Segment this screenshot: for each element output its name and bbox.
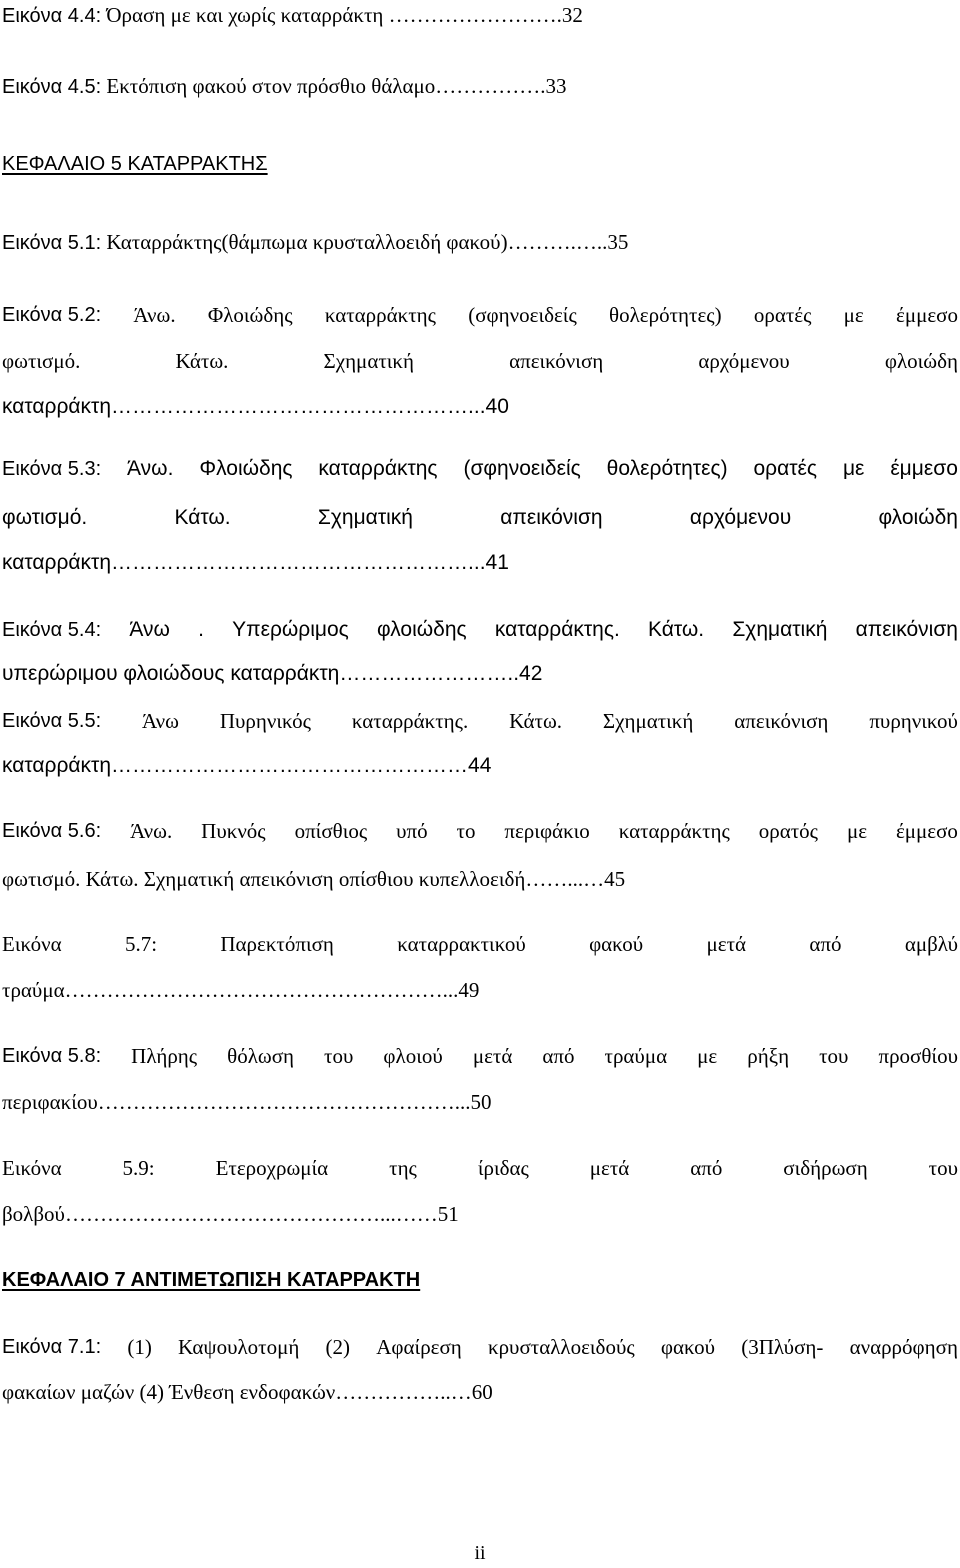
caption-leader-and-page: υπερώριμου φλοιώδους καταρράκτη……………………..42 [2, 662, 543, 685]
caption-word: (σφηνοειδείς [463, 457, 581, 480]
caption-word: μετά [706, 932, 747, 956]
toc-entry-5-7-line-2 [2, 975, 958, 1005]
caption-word: Φλοιώδης [207, 303, 293, 327]
caption-word: υπό [396, 819, 428, 843]
caption-leader-and-page: καταρράκτη……………………………………………44 [2, 754, 492, 777]
toc-entry-5-5-line-1[interactable] [2, 706, 958, 736]
toc-entry-4-4[interactable] [2, 0, 958, 30]
caption-word: θόλωση [227, 1044, 295, 1068]
caption-word: αρχόμενου [698, 349, 790, 373]
caption-word: του [928, 1156, 958, 1180]
chapter-7-heading[interactable] [2, 1264, 958, 1294]
caption-word: Άνω. [127, 457, 174, 480]
caption-word: καταρράκτης. [494, 618, 620, 641]
chapter-title: ΚΕΦΑΛΑΙΟ 7 ΑΝΤΙΜΕΤΩΠΙΣΗ ΚΑΤΑΡΡΑΚΤΗ [2, 1269, 421, 1291]
toc-entry-5-8-line-1[interactable] [2, 1041, 958, 1071]
caption-word: κρυσταλλοειδούς [488, 1335, 635, 1359]
caption-word: . [198, 618, 204, 641]
caption-word: Κάτω. [509, 709, 563, 733]
caption-word: Άνω [142, 709, 179, 733]
caption-word: φλοιού [383, 1044, 443, 1068]
caption-word: καταρράκτης [618, 819, 730, 843]
figure-label-word: Εικόνα [2, 932, 62, 956]
caption-word: Κάτω. [175, 349, 229, 373]
caption-word: μετά [589, 1156, 630, 1180]
caption-word: Σχηματική [732, 618, 828, 641]
figure-label: Εικόνα 5.5: [2, 710, 102, 732]
caption-word: καταρράκτης [318, 457, 438, 480]
toc-entry-5-6-line-1[interactable] [2, 816, 958, 846]
caption-word: της [389, 1156, 417, 1180]
caption-word: φακού [660, 1335, 716, 1359]
caption-word: Σχηματική [323, 349, 414, 373]
caption-leader-and-page: φακαίων μαζών (4) Ένθεση ενδοφακών……………..…60 [2, 1380, 493, 1404]
toc-entry-5-2-line-3 [2, 392, 958, 422]
figure-label-word: 5.7: [124, 932, 158, 956]
figure-label: Εικόνα 5.2: [2, 304, 102, 326]
caption-word: έμμεσο [895, 819, 958, 843]
caption-word: σιδήρωση [783, 1156, 868, 1180]
figure-label: Εικόνα 7.1: [2, 1336, 102, 1358]
caption-word: το [456, 819, 476, 843]
caption-word: Άνω [129, 618, 170, 641]
caption-word: φλοιώδη [884, 349, 958, 373]
caption-leader-and-page: περιφακίου……………………………………………...50 [2, 1090, 492, 1114]
figure-label: Εικόνα 5.6: [2, 820, 102, 842]
caption-word: Υπερώριμος [232, 618, 349, 641]
caption-word: απεικόνιση [500, 506, 603, 529]
caption-word: ορατές [753, 303, 812, 327]
caption-word: από [542, 1044, 575, 1068]
caption-word: θολερότητες) [609, 303, 722, 327]
toc-entry-5-6-line-2 [2, 864, 958, 894]
figure-label: Εικόνα 4.5: [2, 76, 102, 98]
caption-leader-and-page: καταρράκτη……………………………………………...40 [2, 395, 509, 418]
page-number: ii [474, 1542, 486, 1564]
caption-leader-and-page: τραύμα………………………………………………...49 [2, 978, 480, 1002]
caption-word: περιφάκιο [504, 819, 590, 843]
caption-word: φωτισμό. [2, 506, 88, 529]
caption-word: Άνω. [130, 819, 173, 843]
caption-word: ρήξη [747, 1044, 790, 1068]
caption-word: Αφαίρεση [376, 1335, 462, 1359]
caption-word: με [846, 819, 868, 843]
toc-entry-5-3-line-2 [2, 503, 958, 533]
figure-caption: Καταρράκτης(θάμπωμα κρυσταλλοειδή φακού)……….…..35 [101, 230, 629, 254]
caption-word: Πλήρης [131, 1044, 198, 1068]
caption-word: Καψουλοτομή [178, 1335, 300, 1359]
toc-entry-5-5-line-2 [2, 751, 958, 781]
caption-word: έμμεσο [890, 457, 958, 480]
caption-word: του [324, 1044, 354, 1068]
caption-word: Πυρηνικός [219, 709, 311, 733]
toc-entry-5-8-line-2 [2, 1087, 958, 1117]
toc-entry-4-5[interactable] [2, 71, 958, 101]
toc-entry-5-4-line-1[interactable] [2, 615, 958, 645]
caption-leader-and-page: φωτισμό. Κάτω. Σχηματική απεικόνιση οπίσθιου κυπελλοειδή……...…45 [2, 867, 626, 891]
toc-entry-5-9-line-2 [2, 1199, 958, 1229]
caption-word: Πυκνός [201, 819, 266, 843]
caption-word: πυρηνικού [869, 709, 958, 733]
toc-entry-5-4-line-2 [2, 659, 958, 689]
caption-word: αρχόμενου [689, 506, 792, 529]
caption-word: τραύμα [604, 1044, 668, 1068]
caption-word: θολερότητες) [606, 457, 728, 480]
toc-entry-5-9-line-1[interactable] [2, 1153, 958, 1183]
caption-word: (2) [325, 1335, 351, 1359]
figure-label: Εικόνα 5.1: [2, 232, 102, 254]
caption-word: Σχηματική [317, 506, 413, 529]
caption-word: αμβλύ [904, 932, 958, 956]
caption-word: φλοιώδη [878, 506, 958, 529]
caption-word: οπίσθιος [294, 819, 368, 843]
toc-entry-5-3-line-3 [2, 548, 958, 578]
caption-word: Παρεκτόπιση [220, 932, 334, 956]
chapter-5-heading[interactable] [2, 148, 958, 178]
toc-entry-5-2-line-1[interactable] [2, 300, 958, 330]
toc-entry-7-1-line-1[interactable] [2, 1332, 958, 1362]
caption-word: απεικόνιση [509, 349, 604, 373]
caption-leader-and-page: βολβού………………………………………...……51 [2, 1202, 459, 1226]
caption-word: φλοιώδης [377, 618, 467, 641]
figure-label: Εικόνα 4.4: [2, 5, 102, 27]
toc-entry-5-2-line-2 [2, 346, 958, 376]
toc-entry-7-1-line-2 [2, 1377, 958, 1407]
caption-word: με [843, 303, 864, 327]
caption-word: Κάτω. [174, 506, 231, 529]
caption-word: μετά [472, 1044, 513, 1068]
toc-entry-5-7-line-1[interactable] [2, 929, 958, 959]
caption-word: Φλοιώδης [199, 457, 293, 480]
caption-word: Σχηματική [602, 709, 694, 733]
caption-leader-and-page: καταρράκτη……………………………………………...41 [2, 551, 509, 574]
figure-label: Εικόνα 5.4: [2, 619, 102, 641]
caption-word: φωτισμό. [2, 349, 81, 373]
figure-caption: Όραση με και χωρίς καταρράκτη …………………….32 [101, 3, 583, 27]
caption-word: καταρράκτης [324, 303, 436, 327]
caption-word: έμμεσο [896, 303, 958, 327]
caption-word: απεικόνιση [855, 618, 958, 641]
toc-entry-5-3-line-1[interactable] [2, 454, 958, 484]
caption-word: με [842, 457, 865, 480]
caption-word: αναρρόφηση [849, 1335, 958, 1359]
figure-label-word: 5.9: [122, 1156, 155, 1180]
caption-word: (1) [127, 1335, 152, 1359]
caption-word: Κάτω. [648, 618, 705, 641]
caption-word: από [809, 932, 842, 956]
caption-word: Άνω. [133, 303, 176, 327]
figure-label: Εικόνα 5.3: [2, 458, 102, 480]
caption-word: (σφηνοειδείς [468, 303, 577, 327]
caption-word: απεικόνιση [734, 709, 829, 733]
caption-word: ορατές [753, 457, 818, 480]
toc-entry-5-1[interactable] [2, 227, 958, 257]
caption-word: με [697, 1044, 718, 1068]
caption-word: προσθίου [878, 1044, 958, 1068]
caption-word: καταρράκτης. [351, 709, 469, 733]
caption-word: καταρρακτικού [397, 932, 526, 956]
caption-word: φακού [589, 932, 644, 956]
caption-word: ίριδας [477, 1156, 529, 1180]
chapter-title: ΚΕΦΑΛΑΙΟ 5 ΚΑΤΑΡΡΑΚΤΗΣ [2, 153, 268, 175]
figure-label: Εικόνα 5.8: [2, 1045, 102, 1067]
caption-word: (3Πλύση- [741, 1335, 824, 1359]
figure-caption: Εκτόπιση φακού στον πρόσθιο θάλαμο…………….33 [101, 74, 567, 98]
caption-word: από [690, 1156, 723, 1180]
caption-word: Ετεροχρωμία [215, 1156, 329, 1180]
figure-label-word: Εικόνα [2, 1156, 62, 1180]
caption-word: του [819, 1044, 849, 1068]
caption-word: ορατός [758, 819, 819, 843]
